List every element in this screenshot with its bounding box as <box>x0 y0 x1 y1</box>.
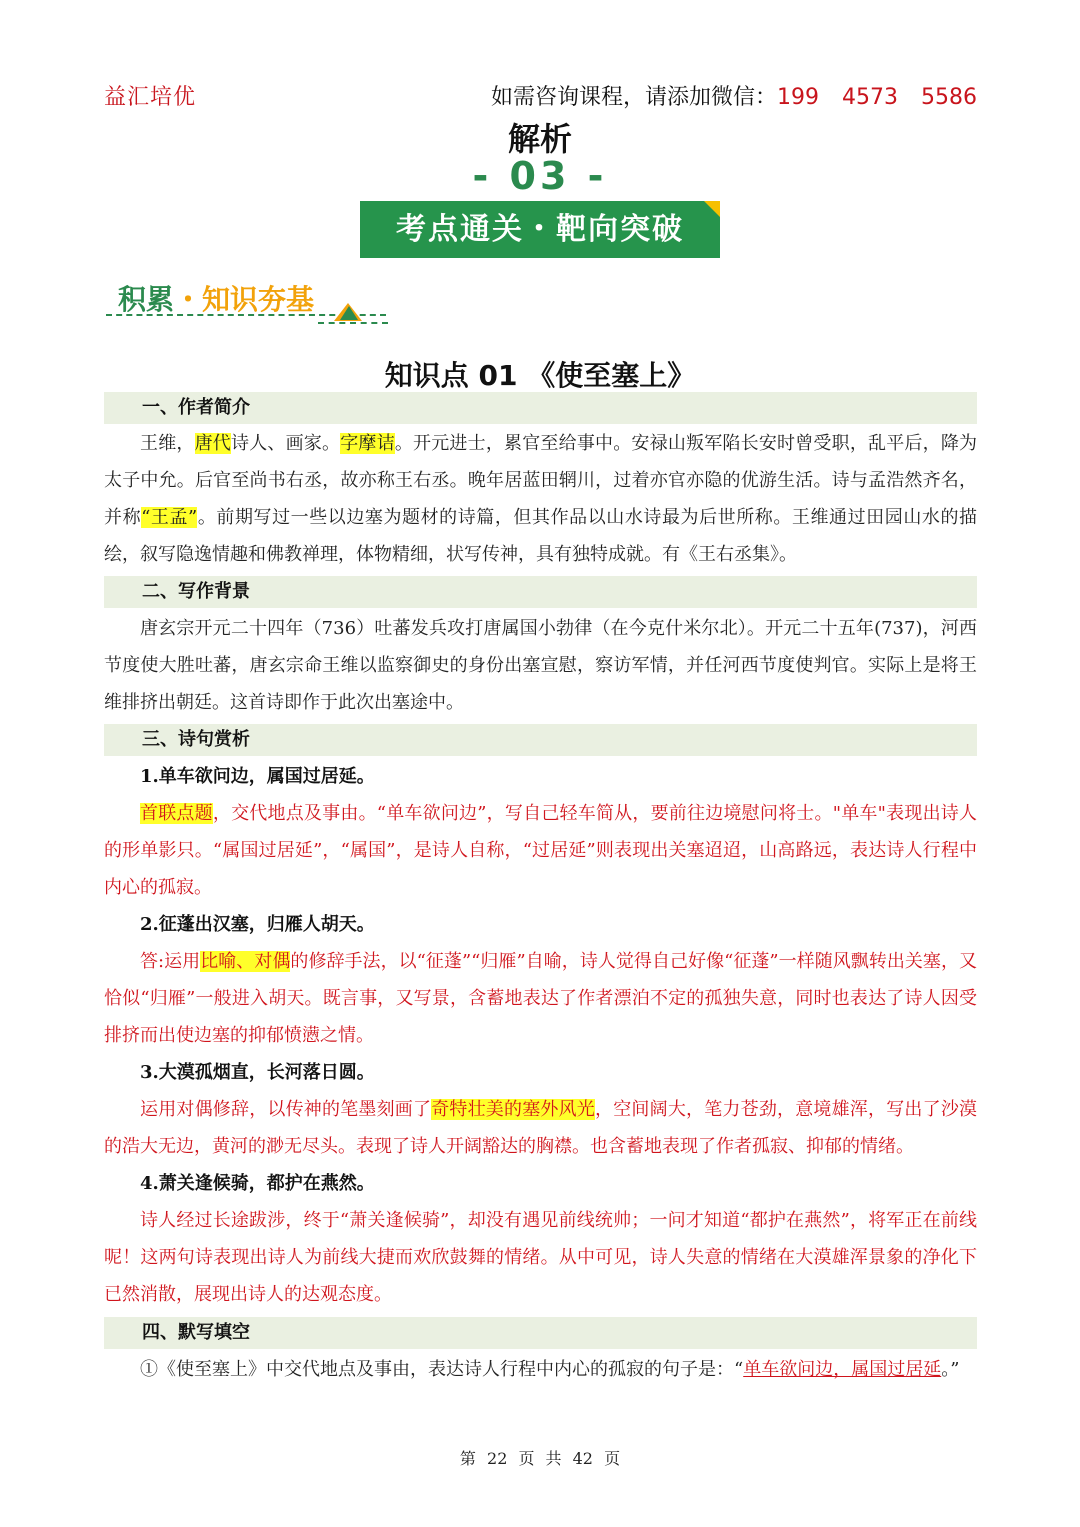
analysis-2-highlight: 比喻、对偶 <box>200 951 291 972</box>
analysis-4: 诗人经过长途跋涉，终于“萧关逢候骑”，却没有遇见前线统帅；一问才知道“都护在燕然”，将军正在前线呢！这两句诗表现出诗人为前线大捷而欢欣鼓舞的情绪。从中可见，诗人失意的情绪在大漠雄浑景象的净化下已然消散，展现出诗人的达观态度。 <box>104 1210 977 1305</box>
subheading-dot: ・ <box>174 283 203 316</box>
brand-name: 益汇培优 <box>104 85 197 110</box>
section-number: - 03 - <box>472 154 608 198</box>
author-text-3: 。开元进士，累官至给事中。安禄山叛军陷长安时曾受职，乱平后，降为太子中允。后官至尚书右丞，故亦称王右丞。晚年居蓝田辋川，过着亦官亦隐的优游生活。诗与孟浩然齐名，并称 <box>104 433 978 528</box>
dictation-answer: 单车欲问边，属国过居延 <box>743 1359 942 1380</box>
analysis-1-highlight: 首联点题 <box>140 803 213 824</box>
banner-text: 考点通关・靶向突破 <box>396 212 684 247</box>
analysis-3-text: ，空间阔大，笔力苍劲，意境雄浑，写出了沙漠的浩大无边，黄河的渺无尽头。表现了诗人开阔豁达的胸襟。也含蓄地表现了作者孤寂、抑郁的情绪。 <box>104 1099 978 1157</box>
mountain-small-icon <box>340 306 358 320</box>
author-highlight-dynasty: 唐代 <box>194 433 232 454</box>
contact-info <box>491 80 977 111</box>
author-highlight-courtesy: 字摩诘 <box>340 433 395 454</box>
analysis-2 <box>104 943 977 1054</box>
poem-line-3: 3.大漠孤烟直，长河落日圆。 <box>140 1062 375 1083</box>
section-heading-appreciation: 三、诗句赏析 <box>104 724 977 756</box>
analysis-1-text: ，交代地点及事由。“单车欲问边”，写自己轻车简从，要前往边境慰问将士。"单车"表现出诗人的形单影只。“属国过居延”，“属国”，是诗人自称，“过居延”则表现出关塞迢迢，山高路远，表达诗人行程中内心的孤寂。 <box>104 803 977 898</box>
contact-prefix: 如需咨询课程，请添加微信： <box>491 85 778 110</box>
section-heading-dictation: 四、默写填空 <box>104 1317 977 1349</box>
analysis-1 <box>104 795 977 906</box>
banner-corner-decoration <box>704 201 720 217</box>
analysis-2-prefix: 答:运用 <box>140 951 201 972</box>
dictation-question-end: 。” <box>941 1359 960 1380</box>
author-text-4: 。前期写过一些以边塞为题材的诗篇，但其作品以山水诗最为后世所称。王维通过田园山水的描绘，叙写隐逸情趣和佛教禅理，体物精细，状写传神，具有独特成就。有《王右丞集》。 <box>104 507 978 565</box>
subheading-underline-short <box>318 322 388 324</box>
contact-phone: 199 4573 5586 <box>777 85 977 110</box>
subheading-part2: 知识夯基 <box>202 283 315 316</box>
poem-line-2: 2.征蓬出汉塞，归雁人胡天。 <box>140 914 375 935</box>
subheading <box>118 278 314 318</box>
analysis-3 <box>104 1091 977 1165</box>
dictation-question-text: ①《使至塞上》中交代地点及事由，表达诗人行程中内心的孤寂的句子是：“ <box>140 1359 744 1380</box>
poem-line-1: 1.单车欲问边，属国过居延。 <box>140 766 375 787</box>
analysis-3-prefix: 运用对偶修辞，以传神的笔墨刻画了 <box>140 1099 432 1120</box>
dictation-question-1 <box>104 1351 977 1388</box>
analysis-3-highlight: 奇特壮美的塞外风光 <box>431 1099 596 1120</box>
section-heading-author: 一、作者简介 <box>104 392 977 424</box>
author-text-2: 诗人、画家。 <box>231 433 341 454</box>
author-paragraph <box>104 425 977 573</box>
section-banner <box>360 201 720 258</box>
page-title: 解析 <box>507 120 572 158</box>
subheading-part1: 积累 <box>118 283 175 316</box>
background-paragraph: 唐玄宗开元二十四年（736）吐蕃发兵攻打唐属国小勃律（在今克什米尔北）。开元二十五年(737)，河西节度使大胜吐蕃，唐玄宗命王维以监察御史的身份出塞宣慰，察访军情，并任河西节度使判官。实际上是将王维排挤出朝廷。这首诗即作于此次出塞途中。 <box>104 618 977 713</box>
analysis-2-text: 的修辞手法，以“征蓬”“归雁”自喻，诗人觉得自己好像“征蓬”一样随风飘转出关塞，又恰似“归雁”一般进入胡天。既言事，又写景，含蓄地表达了作者漂泊不定的孤独失意，同时也表达了诗人因受排挤而出使边塞的抑郁愤懑之情。 <box>104 951 977 1046</box>
knowledge-point-title: 知识点 01 《使至塞上》 <box>384 359 696 392</box>
author-text-1: 王维， <box>140 433 195 454</box>
author-highlight-wangmeng: “王孟” <box>141 507 198 528</box>
page-footer: 第 22 页 共 42 页 <box>459 1449 621 1468</box>
section-heading-background: 二、写作背景 <box>104 576 977 608</box>
poem-line-4: 4.萧关逢候骑，都护在燕然。 <box>140 1173 375 1194</box>
